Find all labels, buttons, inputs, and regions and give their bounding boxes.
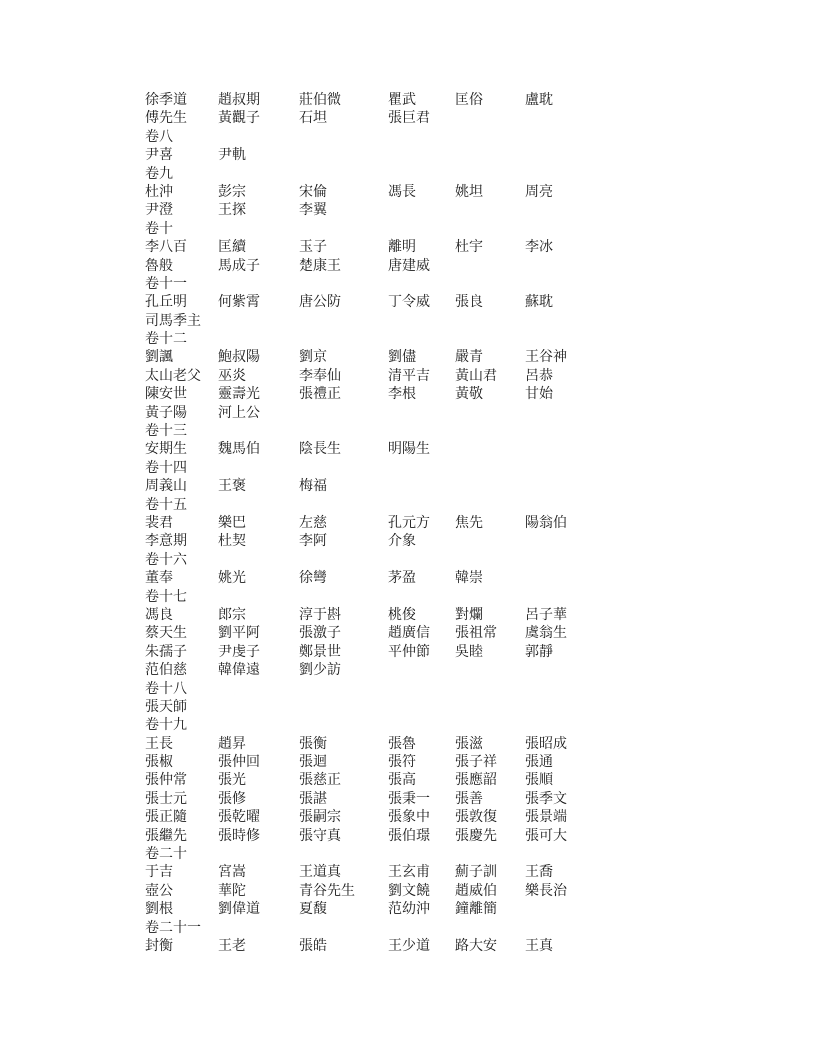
- person-name: 張景端: [525, 810, 567, 826]
- person-name: 鄭景世: [299, 644, 341, 660]
- person-name: 張時修: [218, 828, 260, 844]
- person-name: 陽翁伯: [525, 515, 567, 531]
- person-name: 靈壽光: [218, 387, 260, 403]
- person-name: 張仲常: [145, 773, 187, 789]
- name-row: [145, 294, 685, 312]
- person-name: 尹虔子: [218, 644, 260, 660]
- person-name: 呂子華: [525, 607, 567, 623]
- person-name: 馬成子: [218, 258, 260, 274]
- name-row: [145, 662, 685, 680]
- person-name: 王谷神: [525, 350, 567, 366]
- volume-heading-row: [145, 221, 685, 239]
- volume-heading-row: [145, 276, 685, 294]
- volume-heading-row: [145, 552, 685, 570]
- person-name: 陳安世: [145, 387, 187, 403]
- person-name: 張慶先: [455, 828, 497, 844]
- person-name: 王真: [525, 938, 553, 954]
- person-name: 張衡: [299, 736, 327, 752]
- name-row: [145, 625, 685, 643]
- name-row: [145, 699, 685, 717]
- person-name: 玉子: [299, 240, 327, 256]
- person-name: 何紫霄: [218, 295, 260, 311]
- person-name: 張符: [388, 755, 416, 771]
- person-name: 唐公防: [299, 295, 341, 311]
- name-row: [145, 809, 685, 827]
- name-row: [145, 368, 685, 386]
- person-name: 周義山: [145, 479, 187, 495]
- person-name: 唐建威: [388, 258, 430, 274]
- volume-heading-row: [145, 460, 685, 478]
- person-name: 張士元: [145, 791, 187, 807]
- person-name: 張光: [218, 773, 246, 789]
- volume-heading-row: [145, 497, 685, 515]
- person-name: 劉根: [145, 902, 173, 918]
- person-name: 張修: [218, 791, 246, 807]
- person-name: 薊子訓: [455, 865, 497, 881]
- person-name: 馮長: [388, 184, 416, 200]
- person-name: 彭宗: [218, 184, 246, 200]
- person-name: 青谷先生: [299, 883, 355, 899]
- person-name: 傅先生: [145, 111, 187, 127]
- person-name: 張應韶: [455, 773, 497, 789]
- person-name: 孔丘明: [145, 295, 187, 311]
- person-name: 張激子: [299, 626, 341, 642]
- name-row: [145, 478, 685, 496]
- person-name: 王少道: [388, 938, 430, 954]
- person-name: 張慈正: [299, 773, 341, 789]
- person-name: 石坦: [299, 111, 327, 127]
- name-row: [145, 313, 685, 331]
- person-name: 匡俗: [455, 93, 483, 108]
- name-row: [145, 147, 685, 165]
- person-name: 張秉一: [388, 791, 430, 807]
- person-name: 魯般: [145, 258, 173, 274]
- person-name: 張滋: [455, 736, 483, 752]
- name-index-list: [145, 92, 685, 956]
- person-name: 王褒: [218, 479, 246, 495]
- person-name: 丁令威: [388, 295, 430, 311]
- volume-heading: 卷十七: [145, 589, 187, 605]
- person-name: 郭靜: [525, 644, 553, 660]
- person-name: 范伯慈: [145, 663, 187, 679]
- person-name: 孔元方: [388, 515, 430, 531]
- person-name: 韓偉遠: [218, 663, 260, 679]
- person-name: 尹軌: [218, 148, 246, 164]
- volume-heading: 卷十五: [145, 497, 187, 513]
- person-name: 張繼先: [145, 828, 187, 844]
- person-name: 左慈: [299, 515, 327, 531]
- person-name: 巫炎: [218, 368, 246, 384]
- volume-heading: 卷十三: [145, 424, 187, 440]
- volume-heading-row: [145, 166, 685, 184]
- name-row: [145, 405, 685, 423]
- person-name: 蔡天生: [145, 626, 187, 642]
- person-name: 張正隨: [145, 810, 187, 826]
- name-row: [145, 883, 685, 901]
- person-name: 瞿武: [388, 93, 416, 108]
- person-name: 陰長生: [299, 442, 341, 458]
- person-name: 韓崇: [455, 571, 483, 587]
- person-name: 張祖常: [455, 626, 497, 642]
- person-name: 杜宇: [455, 240, 483, 256]
- name-row: [145, 772, 685, 790]
- volume-heading: 卷十二: [145, 332, 187, 348]
- person-name: 李奉仙: [299, 368, 341, 384]
- name-row: [145, 110, 685, 128]
- person-name: 趙叔期: [218, 93, 260, 108]
- person-name: 李冰: [525, 240, 553, 256]
- name-row: [145, 349, 685, 367]
- person-name: 張敦復: [455, 810, 497, 826]
- person-name: 張仲回: [218, 755, 260, 771]
- person-name: 張乾曜: [218, 810, 260, 826]
- person-name: 徐季道: [145, 93, 187, 108]
- person-name: 嚴青: [455, 350, 483, 366]
- person-name: 李阿: [299, 534, 327, 550]
- person-name: 劉儘: [388, 350, 416, 366]
- person-name: 盧耽: [525, 93, 553, 108]
- person-name: 夏馥: [299, 902, 327, 918]
- person-name: 張順: [525, 773, 553, 789]
- person-name: 張昭成: [525, 736, 567, 752]
- name-row: [145, 258, 685, 276]
- person-name: 路大安: [455, 938, 497, 954]
- person-name: 張可大: [525, 828, 567, 844]
- volume-heading-row: [145, 589, 685, 607]
- name-row: [145, 92, 685, 110]
- person-name: 趙昇: [218, 736, 246, 752]
- person-name: 王探: [218, 203, 246, 219]
- person-name: 張皓: [299, 938, 327, 954]
- person-name: 黃子陽: [145, 405, 187, 421]
- person-name: 張天師: [145, 699, 187, 715]
- volume-heading-row: [145, 129, 685, 147]
- volume-heading: 卷二十一: [145, 920, 201, 936]
- person-name: 清平吉: [388, 368, 430, 384]
- person-name: 魏馬伯: [218, 442, 260, 458]
- volume-heading-row: [145, 331, 685, 349]
- person-name: 吳睦: [455, 644, 483, 660]
- person-name: 樂長治: [525, 883, 567, 899]
- person-name: 宮嵩: [218, 865, 246, 881]
- volume-heading: 卷十八: [145, 681, 187, 697]
- person-name: 張善: [455, 791, 483, 807]
- person-name: 樂巴: [218, 515, 246, 531]
- person-name: 甘始: [525, 387, 553, 403]
- person-name: 張季文: [525, 791, 567, 807]
- person-name: 匡續: [218, 240, 246, 256]
- volume-heading-row: [145, 423, 685, 441]
- volume-heading: 卷八: [145, 129, 173, 145]
- person-name: 淳于斟: [299, 607, 341, 623]
- person-name: 華陀: [218, 883, 246, 899]
- person-name: 張諶: [299, 791, 327, 807]
- person-name: 虞翁生: [525, 626, 567, 642]
- person-name: 明陽生: [388, 442, 430, 458]
- person-name: 河上公: [218, 405, 260, 421]
- volume-heading-row: [145, 846, 685, 864]
- person-name: 馮良: [145, 607, 173, 623]
- person-name: 王道真: [299, 865, 341, 881]
- person-name: 劉文饒: [388, 883, 430, 899]
- person-name: 黃敬: [455, 387, 483, 403]
- volume-heading: 卷九: [145, 166, 173, 182]
- volume-heading: 卷二十: [145, 847, 187, 863]
- person-name: 桃俊: [388, 607, 416, 623]
- name-row: [145, 184, 685, 202]
- person-name: 劉諷: [145, 350, 173, 366]
- name-row: [145, 386, 685, 404]
- person-name: 張良: [455, 295, 483, 311]
- person-name: 趙廣信: [388, 626, 430, 642]
- volume-heading-row: [145, 920, 685, 938]
- name-row: [145, 754, 685, 772]
- person-name: 范幼沖: [388, 902, 430, 918]
- person-name: 張魯: [388, 736, 416, 752]
- name-row: [145, 533, 685, 551]
- name-row: [145, 607, 685, 625]
- person-name: 尹澄: [145, 203, 173, 219]
- person-name: 杜沖: [145, 184, 173, 200]
- person-name: 離明: [388, 240, 416, 256]
- person-name: 劉偉道: [218, 902, 260, 918]
- name-row: [145, 736, 685, 754]
- person-name: 尹喜: [145, 148, 173, 164]
- person-name: 李根: [388, 387, 416, 403]
- person-name: 太山老父: [145, 368, 201, 384]
- person-name: 張守真: [299, 828, 341, 844]
- person-name: 張禮正: [299, 387, 341, 403]
- person-name: 王玄甫: [388, 865, 430, 881]
- name-row: [145, 864, 685, 882]
- person-name: 楚康王: [299, 258, 341, 274]
- person-name: 壺公: [145, 883, 173, 899]
- volume-heading-row: [145, 681, 685, 699]
- person-name: 梅福: [299, 479, 327, 495]
- person-name: 于吉: [145, 865, 173, 881]
- name-row: [145, 644, 685, 662]
- name-row: [145, 570, 685, 588]
- person-name: 介象: [388, 534, 416, 550]
- person-name: 莊伯微: [299, 93, 341, 108]
- name-row: [145, 828, 685, 846]
- person-name: 平仲節: [388, 644, 430, 660]
- name-row: [145, 441, 685, 459]
- person-name: 徐彎: [299, 571, 327, 587]
- person-name: 焦先: [455, 515, 483, 531]
- name-row: [145, 239, 685, 257]
- person-name: 張巨君: [388, 111, 430, 127]
- name-row: [145, 901, 685, 919]
- person-name: 張嗣宗: [299, 810, 341, 826]
- person-name: 宋倫: [299, 184, 327, 200]
- person-name: 黃觀子: [218, 111, 260, 127]
- person-name: 姚坦: [455, 184, 483, 200]
- person-name: 王喬: [525, 865, 553, 881]
- person-name: 朱孺子: [145, 644, 187, 660]
- person-name: 杜契: [218, 534, 246, 550]
- name-row: [145, 938, 685, 956]
- person-name: 王長: [145, 736, 173, 752]
- person-name: 姚光: [218, 571, 246, 587]
- person-name: 劉少訪: [299, 663, 341, 679]
- volume-heading: 卷十四: [145, 460, 187, 476]
- person-name: 周亮: [525, 184, 553, 200]
- person-name: 張高: [388, 773, 416, 789]
- person-name: 鐘離簡: [455, 902, 497, 918]
- person-name: 裴君: [145, 515, 173, 531]
- name-row: [145, 515, 685, 533]
- volume-heading: 卷十: [145, 221, 173, 237]
- person-name: 王老: [218, 938, 246, 954]
- person-name: 趙威伯: [455, 883, 497, 899]
- person-name: 對爛: [455, 607, 483, 623]
- person-name: 司馬季主: [145, 313, 201, 329]
- person-name: 張迴: [299, 755, 327, 771]
- person-name: 黃山君: [455, 368, 497, 384]
- person-name: 郎宗: [218, 607, 246, 623]
- volume-heading: 卷十一: [145, 276, 187, 292]
- volume-heading: 卷十九: [145, 718, 187, 734]
- person-name: 茅盈: [388, 571, 416, 587]
- person-name: 張通: [525, 755, 553, 771]
- person-name: 蘇耽: [525, 295, 553, 311]
- person-name: 張象中: [388, 810, 430, 826]
- name-row: [145, 202, 685, 220]
- volume-heading-row: [145, 717, 685, 735]
- person-name: 劉京: [299, 350, 327, 366]
- person-name: 安期生: [145, 442, 187, 458]
- name-row: [145, 791, 685, 809]
- person-name: 劉平阿: [218, 626, 260, 642]
- person-name: 張伯璟: [388, 828, 430, 844]
- volume-heading: 卷十六: [145, 552, 187, 568]
- person-name: 李八百: [145, 240, 187, 256]
- person-name: 李意期: [145, 534, 187, 550]
- person-name: 呂恭: [525, 368, 553, 384]
- person-name: 張子祥: [455, 755, 497, 771]
- person-name: 鮑叔陽: [218, 350, 260, 366]
- person-name: 封衡: [145, 938, 173, 954]
- person-name: 李翼: [299, 203, 327, 219]
- person-name: 張椒: [145, 755, 173, 771]
- person-name: 董奉: [145, 571, 173, 587]
